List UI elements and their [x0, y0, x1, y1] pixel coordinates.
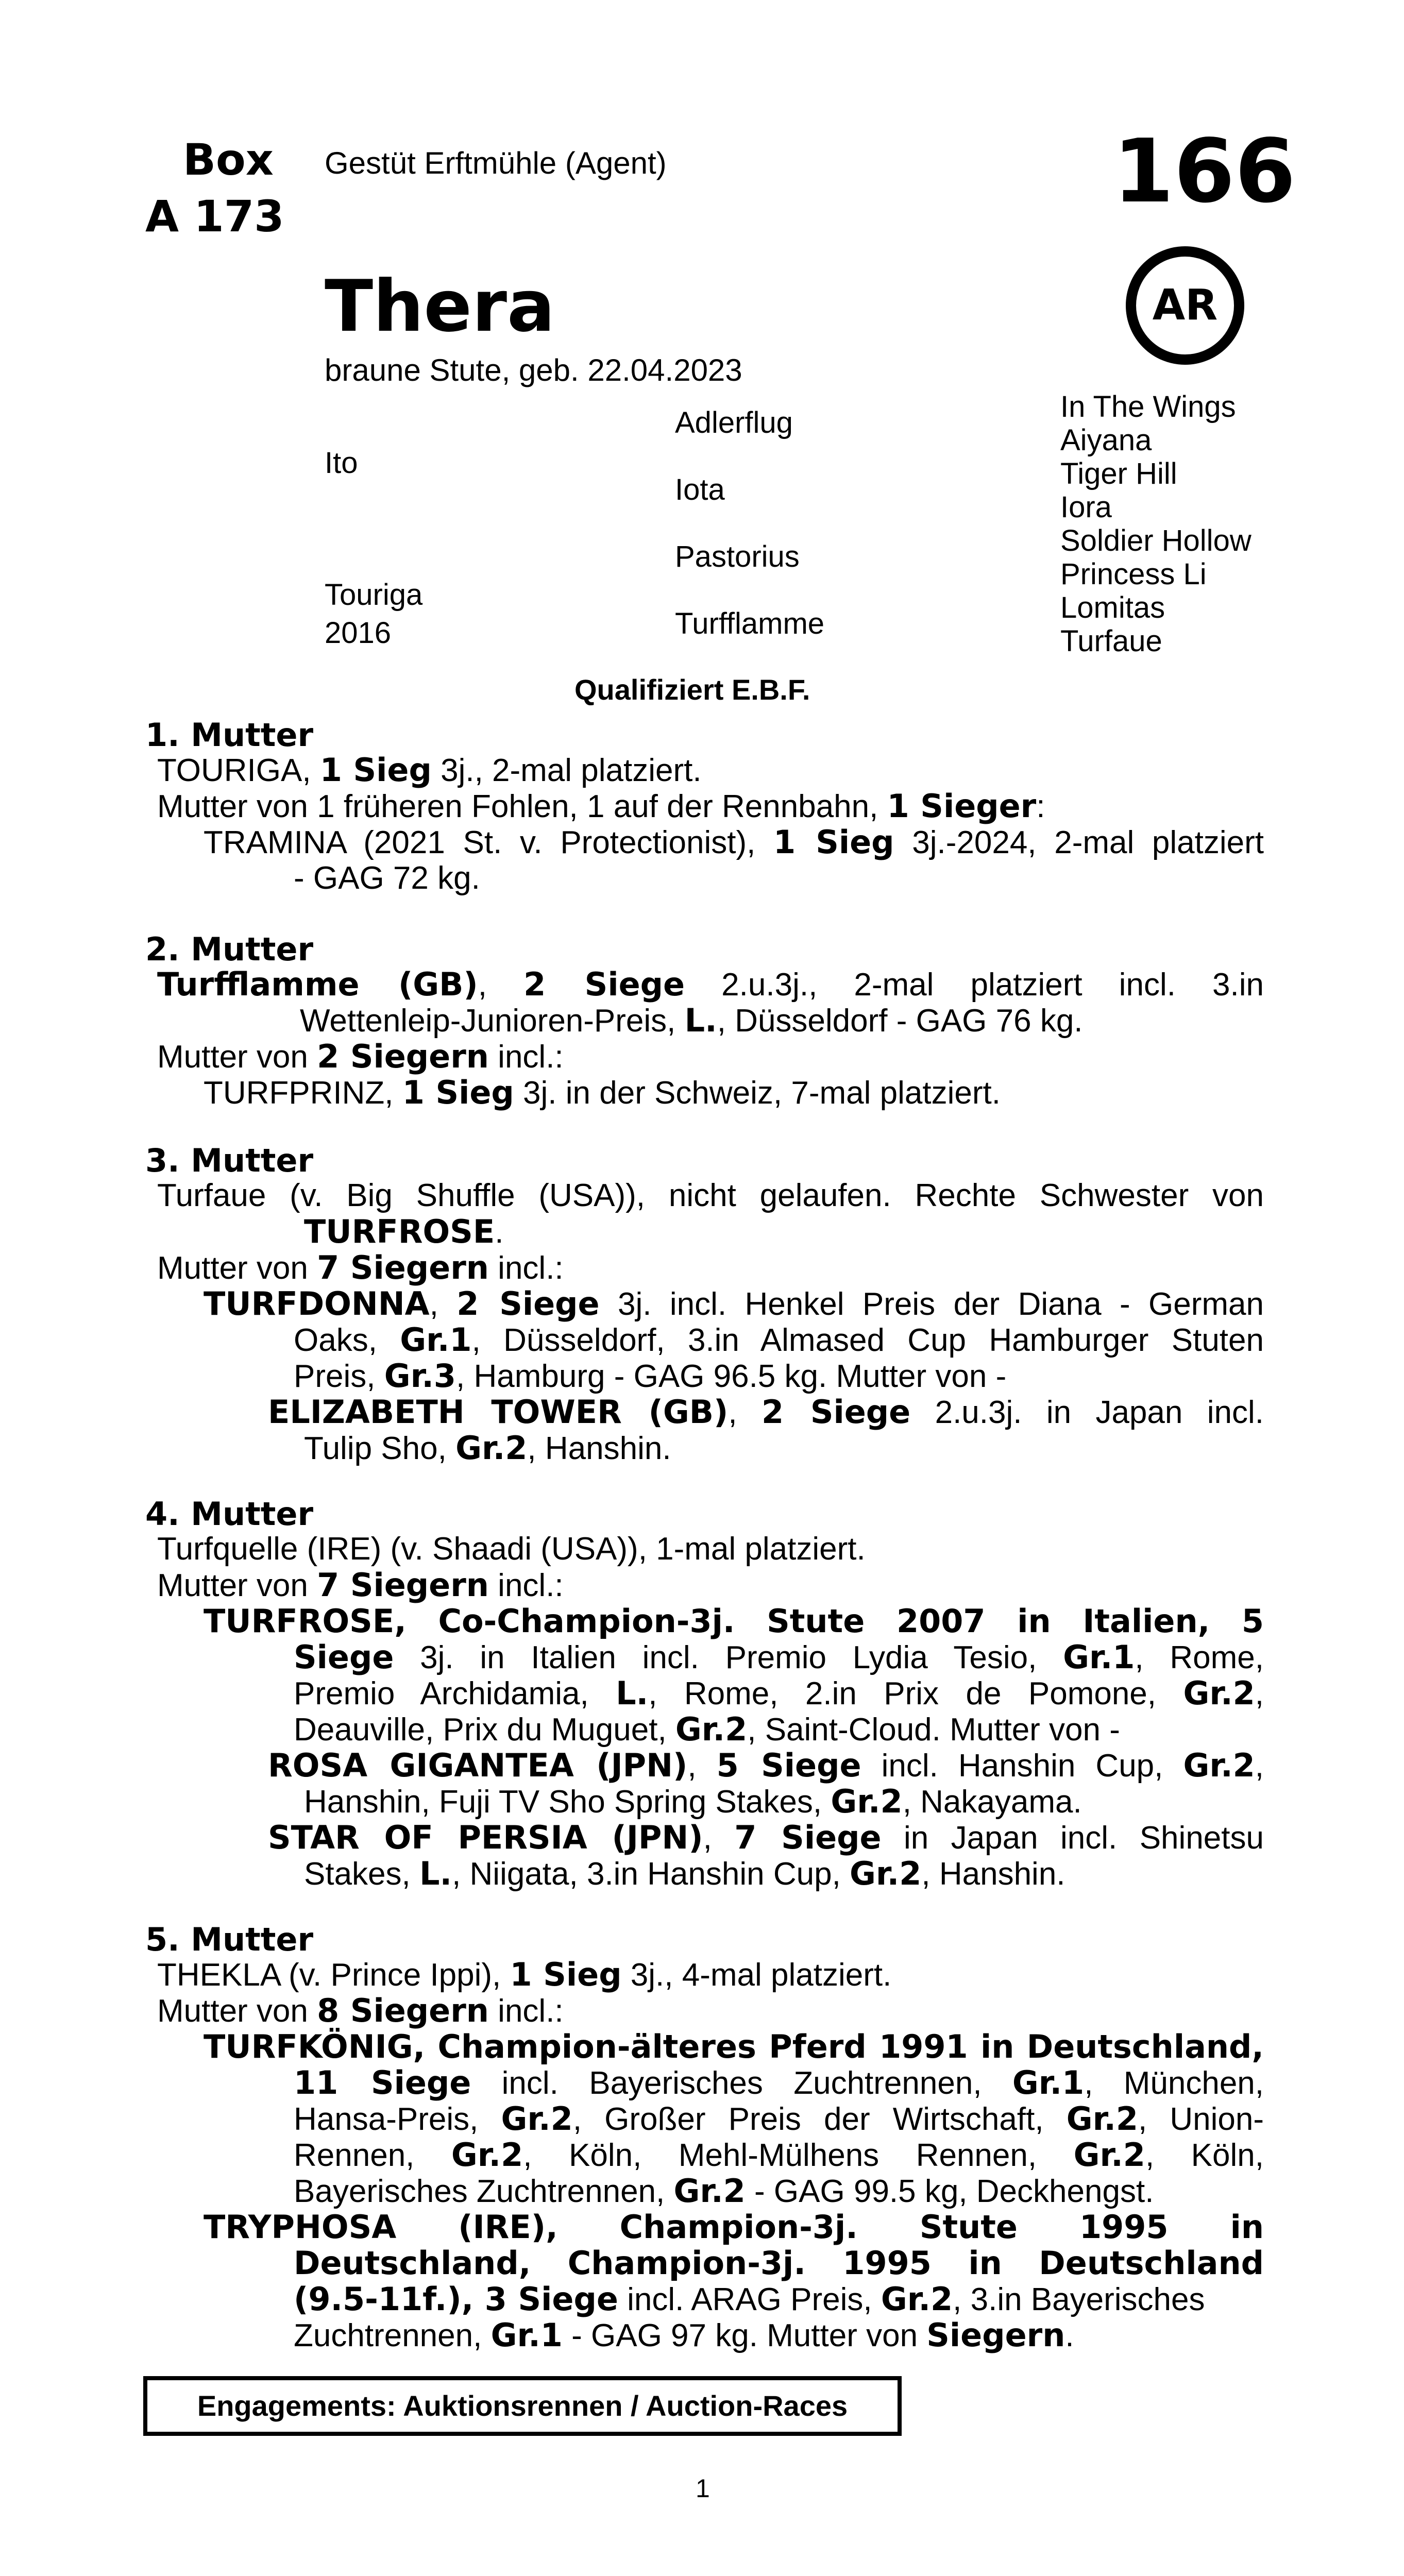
box-label: Box	[183, 134, 274, 185]
section-line: Deauville, Prix du Muguet, Gr.2, Saint-Cloud. Mutter von -	[294, 1710, 1120, 1748]
section-heading: 5. Mutter	[145, 1921, 314, 1958]
section-line: 11 Siege incl. Bayerisches Zuchtrennen, Gr.1, München,	[294, 2064, 1264, 2102]
section-line: TURFROSE, Co-Champion-3j. Stute 2007 in Italien, 5	[204, 1602, 1264, 1640]
pedigree-grandparent: Iota	[675, 473, 725, 506]
section-line: THEKLA (v. Prince Ippi), 1 Sieg 3j., 4-mal platziert.	[157, 1956, 892, 1993]
section-line: Premio Archidamia, L., Rome, 2.in Prix de Pomone, Gr.2,	[294, 1674, 1264, 1712]
section-line: TURFPRINZ, 1 Sieg 3j. in der Schweiz, 7-mal platziert.	[204, 1074, 1001, 1111]
horse-name: Thera	[325, 265, 555, 348]
lot-number: 166	[1113, 121, 1296, 223]
pedigree-great-grandparent: Iora	[1060, 490, 1112, 524]
section-line: (9.5-11f.), 3 Siege incl. ARAG Preis, Gr.2, 3.in Bayerisches	[294, 2280, 1205, 2318]
box-number: A 173	[145, 191, 284, 242]
horse-description: braune Stute, geb. 22.04.2023	[325, 353, 742, 387]
pedigree-grandparent: Turfflamme	[675, 607, 825, 640]
section-line: Bayerisches Zuchtrennen, Gr.2 - GAG 99.5 kg, Deckhengst.	[294, 2172, 1154, 2210]
section-heading: 4. Mutter	[145, 1495, 314, 1533]
section-line: Tulip Sho, Gr.2, Hanshin.	[304, 1429, 671, 1467]
section-line: Mutter von 2 Siegern incl.:	[157, 1038, 564, 1075]
pedigree-great-grandparent: Turfaue	[1060, 624, 1162, 658]
section-line: ELIZABETH TOWER (GB), 2 Siege 2.u.3j. in Japan incl.	[268, 1393, 1264, 1431]
pedigree-great-grandparent: Princess Li	[1060, 557, 1207, 591]
section-line: TURFDONNA, 2 Siege 3j. incl. Henkel Preis der Diana - German	[204, 1285, 1264, 1323]
section-line: STAR OF PERSIA (JPN), 7 Siege in Japan incl. Shinetsu	[268, 1819, 1264, 1856]
engagements-text: Engagements: Auktionsrennen / Auction-Races	[197, 2389, 848, 2422]
section-line: TRYPHOSA (IRE), Champion-3j. Stute 1995 in	[204, 2208, 1264, 2246]
section-line: Hanshin, Fuji TV Sho Spring Stakes, Gr.2, Nakayama.	[304, 1783, 1082, 1820]
page-number: 1	[696, 2474, 710, 2503]
section-line: TURFKÖNIG, Champion-älteres Pferd 1991 in Deutschland,	[204, 2028, 1264, 2065]
section-line: Mutter von 7 Siegern incl.:	[157, 1566, 564, 1604]
engagements-box	[143, 2376, 902, 2436]
pedigree-dam: Touriga	[325, 578, 423, 612]
section-line: Hansa-Preis, Gr.2, Großer Preis der Wirtschaft, Gr.2, Union-	[294, 2100, 1264, 2138]
section-line: Zuchtrennen, Gr.1 - GAG 97 kg. Mutter von Siegern.	[294, 2316, 1074, 2354]
section-line: Turfflamme (GB), 2 Siege 2.u.3j., 2-mal platziert incl. 3.in	[157, 965, 1264, 1003]
section-line: Mutter von 7 Siegern incl.:	[157, 1249, 564, 1286]
section-heading: 1. Mutter	[145, 716, 314, 754]
section-line: TOURIGA, 1 Sieg 3j., 2-mal platziert.	[157, 751, 702, 789]
section-line: Turfquelle (IRE) (v. Shaadi (USA)), 1-mal platziert.	[157, 1531, 866, 1567]
section-line: Rennen, Gr.2, Köln, Mehl-Mülhens Rennen, Gr.2, Köln,	[294, 2136, 1264, 2174]
ar-badge	[1126, 246, 1244, 365]
pedigree-great-grandparent: Tiger Hill	[1060, 457, 1177, 490]
pedigree-grandparent: Pastorius	[675, 540, 800, 573]
pedigree-great-grandparent: Soldier Hollow	[1060, 524, 1251, 557]
section-line: Oaks, Gr.1, Düsseldorf, 3.in Almased Cup Hamburger Stuten	[294, 1321, 1264, 1359]
pedigree-sire: Ito	[325, 446, 358, 480]
section-line: Mutter von 8 Siegern incl.:	[157, 1992, 564, 2029]
section-line: Stakes, L., Niigata, 3.in Hanshin Cup, Gr.2, Hanshin.	[304, 1855, 1065, 1892]
section-line: Siege 3j. in Italien incl. Premio Lydia Tesio, Gr.1, Rome,	[294, 1638, 1264, 1676]
section-line: Wettenleip-Junioren-Preis, L., Düsseldorf - GAG 76 kg.	[300, 1002, 1083, 1039]
section-line: TURFROSE.	[304, 1213, 504, 1250]
qualification: Qualifiziert E.B.F.	[574, 673, 810, 706]
pedigree-grandparent: Adlerflug	[675, 406, 793, 439]
section-line: Preis, Gr.3, Hamburg - GAG 96.5 kg. Mutter von -	[294, 1357, 1007, 1395]
section-heading: 3. Mutter	[145, 1142, 314, 1179]
section-line: Mutter von 1 früheren Fohlen, 1 auf der Rennbahn, 1 Sieger:	[157, 787, 1045, 825]
pedigree-great-grandparent: Lomitas	[1060, 591, 1165, 624]
section-line: TRAMINA (2021 St. v. Protectionist), 1 Sieg 3j.-2024, 2-mal platziert	[204, 823, 1264, 861]
section-line: - GAG 72 kg.	[294, 860, 480, 896]
consignor: Gestüt Erftmühle (Agent)	[325, 146, 667, 180]
ar-badge-text: AR	[1152, 281, 1218, 330]
pedigree-great-grandparent: In The Wings	[1060, 390, 1236, 423]
section-line: ROSA GIGANTEA (JPN), 5 Siege incl. Hanshin Cup, Gr.2,	[268, 1747, 1264, 1784]
pedigree-dam-year: 2016	[325, 616, 392, 650]
section-heading: 2. Mutter	[145, 930, 314, 968]
section-line: Turfaue (v. Big Shuffle (USA)), nicht gelaufen. Rechte Schwester von	[157, 1178, 1264, 1213]
pedigree-great-grandparent: Aiyana	[1060, 423, 1152, 457]
section-line: Deutschland, Champion-3j. 1995 in Deutschland	[294, 2244, 1264, 2282]
